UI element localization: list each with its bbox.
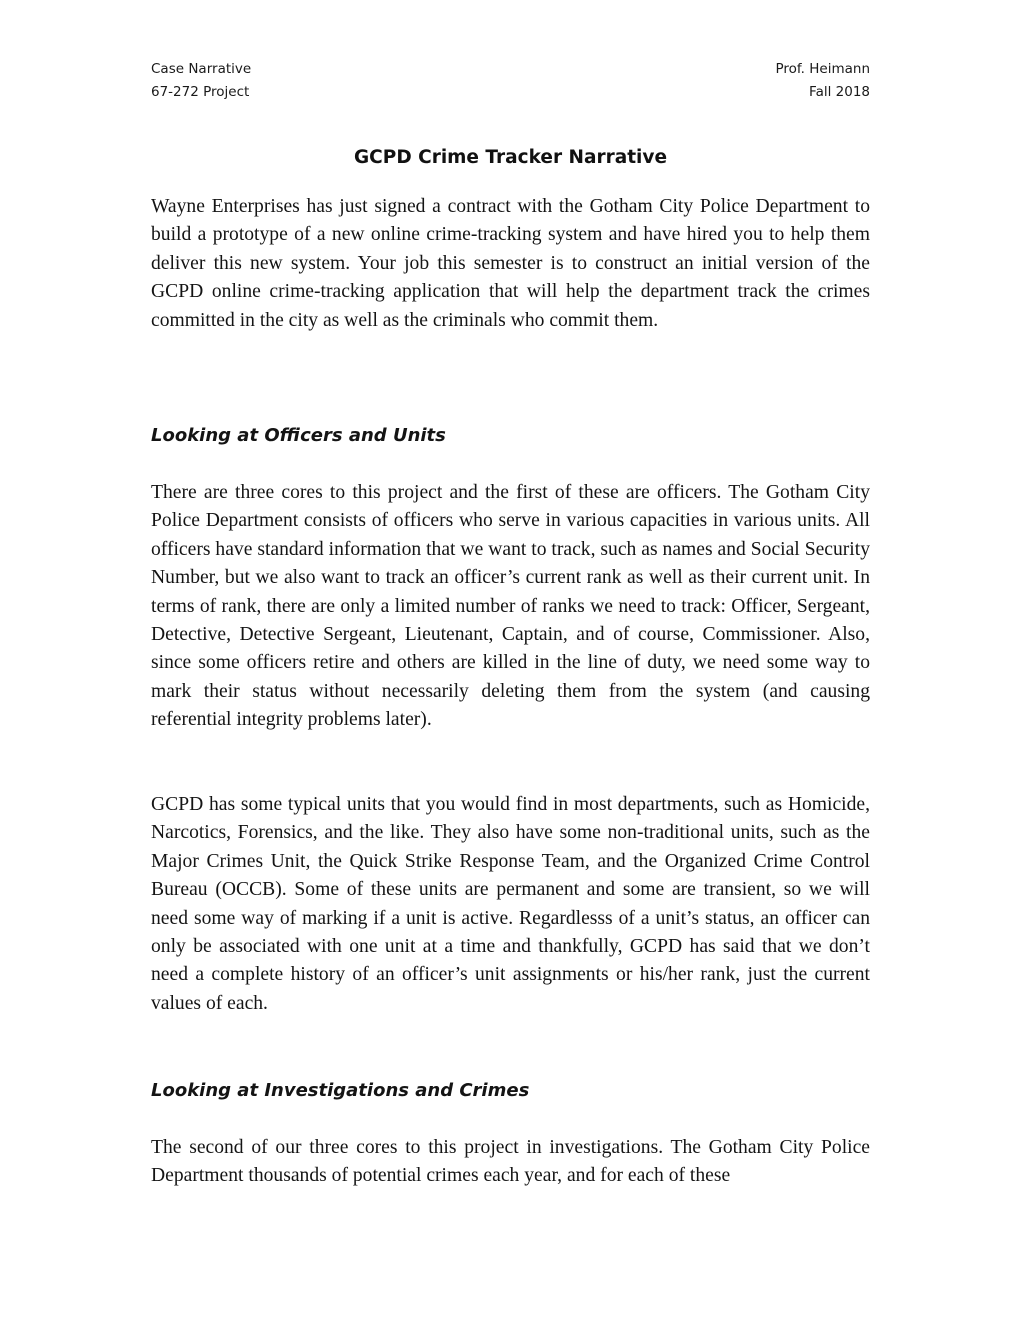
header-professor: Prof. Heimann — [775, 61, 870, 77]
investigations-paragraph: The second of our three cores to this project in investigations. The Gotham City Police Department thousands of potential crimes each year, and for each of these — [151, 1137, 870, 1187]
document-title: GCPD Crime Tracker Narrative — [354, 147, 667, 168]
units-paragraph: GCPD has some typical units that you would find in most departments, such as Homicide, Narcotics, Forensics, and the like. They also have some non-traditional units, such as the Major Crimes Unit, the Quick Strike Response Team, and the Organized Crime Control Bureau (OCCB). Some of these units are permanent and some are transient, so we will need some way of marking if a unit is active. Regardlesss of a unit’s status, an officer can only be associated with one unit at a time and thankfully, GCPD has said that we don’t need a complete history of an officer’s unit assignments or his/her rank, just the current values of each. — [151, 794, 870, 1014]
header-course-label: Case Narrative — [151, 61, 252, 77]
section-heading-officers-units: Looking at Officers and Units — [151, 425, 446, 446]
header-row-2 — [151, 81, 870, 104]
header-term: Fall 2018 — [809, 84, 870, 100]
section-heading-investigations-crimes: Looking at Investigations and Crimes — [151, 1080, 530, 1101]
header-project-number: 67-272 Project — [151, 84, 250, 100]
page-header — [151, 58, 870, 104]
officers-paragraph: There are three cores to this project and the first of these are officers. The Gotham City Police Department consists of officers who serve in various capacities in various units. All officers have standard information that we want to track, such as names and Social Security Number, but we also want to track an officer’s current rank as well as their current unit. In terms of rank, there are only a limited number of ranks we need to track: Officer, Sergeant, Detective, Detective Sergeant, Lieutenant, Captain, and of course, Commissioner. Also, since some officers retire and others are killed in the line of duty, we need some way to mark their status without necessarily deleting them from the system (and causing referential integrity problems later). — [151, 482, 870, 731]
intro-paragraph: Wayne Enterprises has just signed a contract with the Gotham City Police Department to build a prototype of a new online crime-tracking system and have hired you to help them deliver this new system. Your job this semester is to construct an initial version of the GCPD online crime-tracking application that will help the department track the crimes committed in the city as well as the criminals who commit them. — [151, 196, 870, 331]
header-row-1 — [151, 58, 870, 81]
